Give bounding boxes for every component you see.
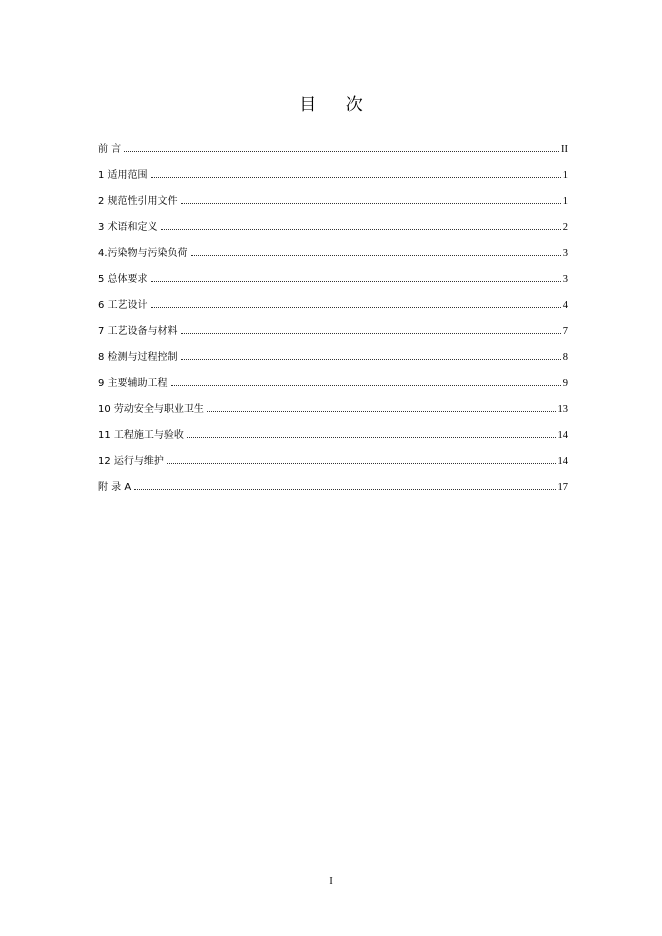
toc-entry-page: 8 — [562, 352, 568, 363]
toc-entry-label: 10 劳动安全与职业卫生 — [98, 404, 204, 415]
dot-leader — [151, 306, 561, 308]
dot-leader — [181, 332, 561, 334]
toc-entry-label: 4.污染物与污染负荷 — [98, 248, 188, 259]
dot-leader — [151, 176, 561, 178]
dot-leader — [181, 202, 561, 204]
dot-leader — [134, 488, 555, 490]
toc-title: 目 次 — [299, 95, 375, 115]
dot-leader — [124, 150, 559, 152]
toc-entry-label: 附 录 A — [98, 482, 132, 493]
toc-entry-page: 1 — [562, 170, 568, 181]
toc-entry-page: 14 — [557, 456, 568, 467]
table-of-contents — [98, 142, 568, 506]
toc-entry-process-design[interactable] — [98, 298, 568, 324]
toc-entry-page: 13 — [557, 404, 568, 415]
toc-entry-labor-safety[interactable] — [98, 402, 568, 428]
toc-entry-label: 12 运行与维护 — [98, 456, 164, 467]
toc-entry-auxiliary-works[interactable] — [98, 376, 568, 402]
toc-entry-page: 2 — [562, 222, 568, 233]
toc-entry-page: II — [561, 144, 568, 155]
toc-entry-label: 8 检测与过程控制 — [98, 352, 178, 363]
dot-leader — [187, 436, 556, 438]
toc-entry-normative-references[interactable] — [98, 194, 568, 220]
toc-entry-label: 3 术语和定义 — [98, 222, 158, 233]
dot-leader — [207, 410, 556, 412]
dot-leader — [181, 358, 561, 360]
toc-entry-label: 5 总体要求 — [98, 274, 148, 285]
toc-entry-page: 3 — [562, 274, 568, 285]
dot-leader — [191, 254, 561, 256]
toc-entry-label: 前 言 — [98, 144, 122, 155]
dot-leader — [171, 384, 561, 386]
toc-entry-page: 9 — [562, 378, 568, 389]
toc-entry-page: 14 — [557, 430, 568, 441]
toc-entry-page: 4 — [562, 300, 568, 311]
toc-entry-page: 17 — [557, 482, 568, 493]
toc-entry-terms-definitions[interactable] — [98, 220, 568, 246]
dot-leader — [167, 462, 556, 464]
toc-entry-operation-maintenance[interactable] — [98, 454, 568, 480]
toc-entry-equipment-materials[interactable] — [98, 324, 568, 350]
dot-leader — [161, 228, 561, 230]
toc-entry-general-requirements[interactable] — [98, 272, 568, 298]
toc-entry-page: 1 — [562, 196, 568, 207]
toc-entry-page: 7 — [562, 326, 568, 337]
toc-entry-label: 7 工艺设备与材料 — [98, 326, 178, 337]
toc-entry-pollutants-load[interactable] — [98, 246, 568, 272]
toc-entry-label: 9 主要辅助工程 — [98, 378, 168, 389]
toc-entry-foreword[interactable] — [98, 142, 568, 168]
toc-entry-label: 2 规范性引用文件 — [98, 196, 178, 207]
toc-entry-scope[interactable] — [98, 168, 568, 194]
toc-entry-label: 1 适用范围 — [98, 170, 148, 181]
toc-entry-detection-control[interactable] — [98, 350, 568, 376]
dot-leader — [151, 280, 561, 282]
toc-entry-page: 3 — [562, 248, 568, 259]
toc-entry-label: 11 工程施工与验收 — [98, 430, 184, 441]
toc-entry-appendix-a[interactable] — [98, 480, 568, 506]
page-number: I — [329, 876, 333, 887]
toc-entry-construction-acceptance[interactable] — [98, 428, 568, 454]
toc-entry-label: 6 工艺设计 — [98, 300, 148, 311]
